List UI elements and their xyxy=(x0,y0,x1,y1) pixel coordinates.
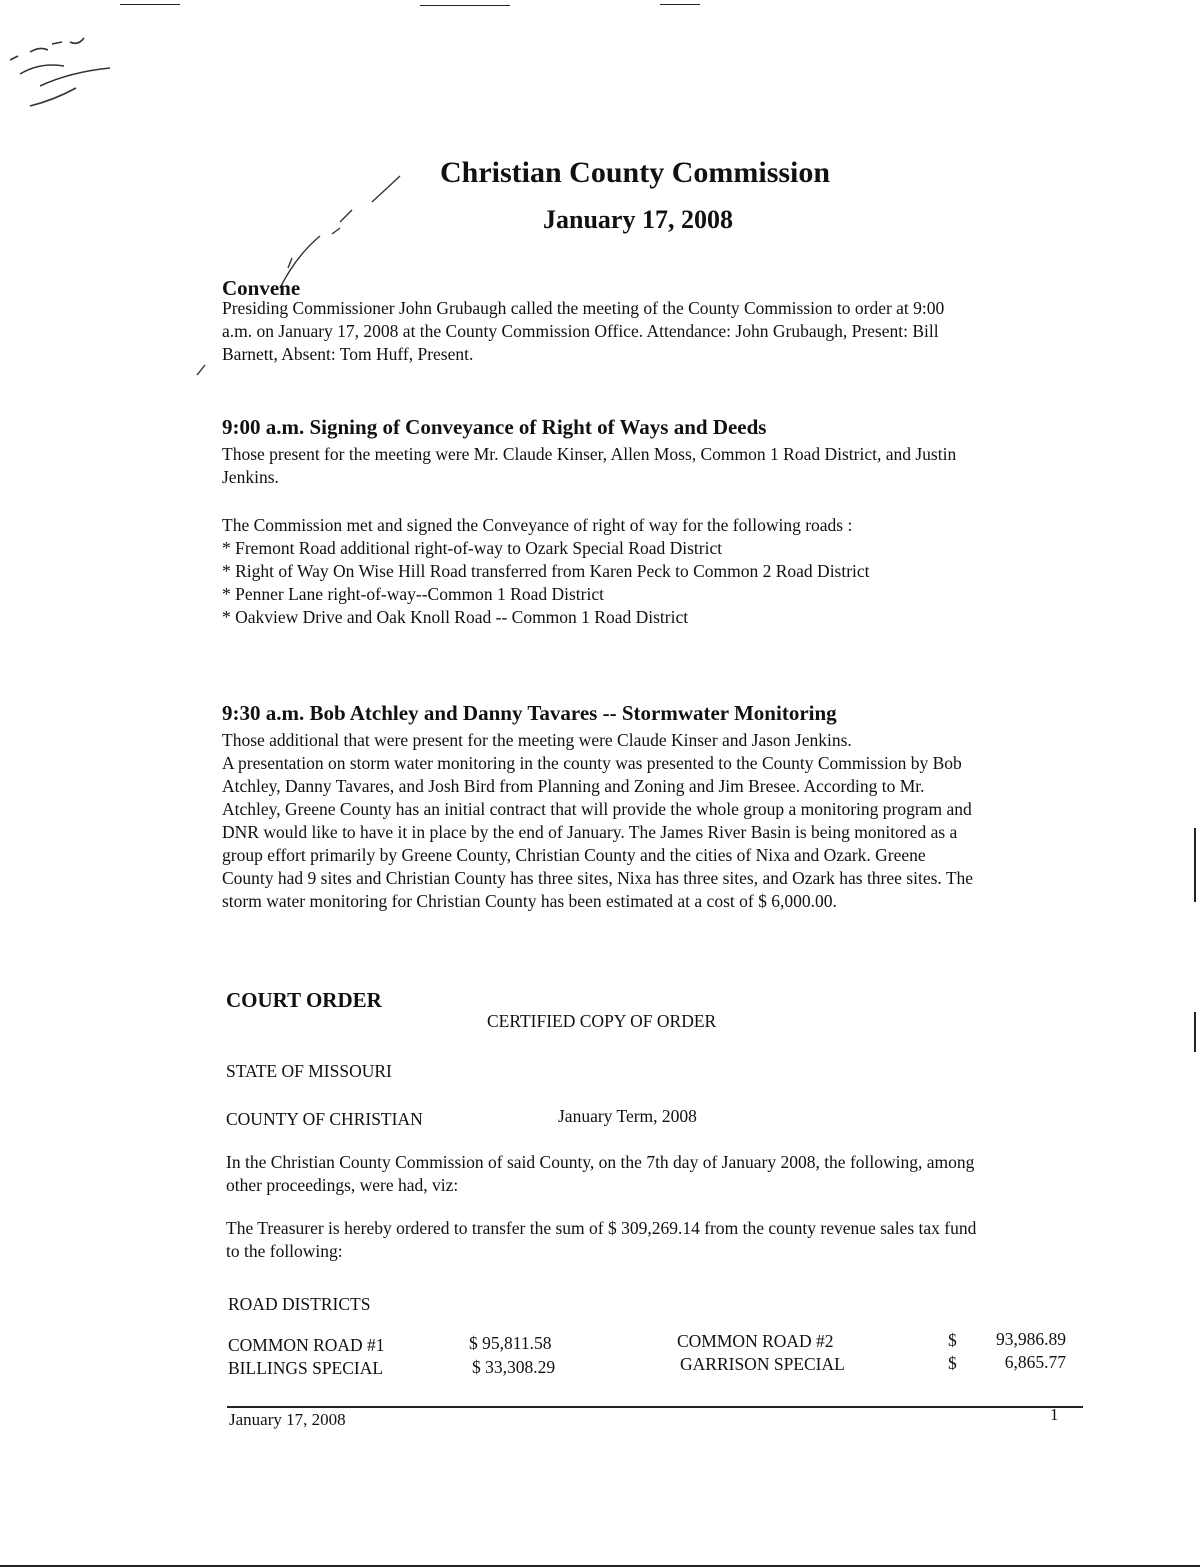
text-line: DNR would like to have it in place by the end of January. The James River Basin is being monitored as a xyxy=(222,822,958,842)
text-line: In the Christian County Commission of said County, on the 7th day of January 2008, the following, among xyxy=(226,1152,975,1172)
convene-paragraph xyxy=(222,297,944,366)
text-line: A presentation on storm water monitoring in the county was presented to the County Commission by Bob xyxy=(222,753,962,773)
text-line: The Treasurer is hereby ordered to transfer the sum of $ 309,269.14 from the county revenue sales tax fund xyxy=(226,1218,977,1238)
district-amount: $ 95,811.58 xyxy=(469,1333,552,1353)
proceedings-paragraph xyxy=(226,1151,974,1197)
text-line: other proceedings, were had, viz: xyxy=(226,1175,459,1195)
list-intro: The Commission met and signed the Conveyance of right of way for the following roads : xyxy=(222,515,853,535)
certified-copy-label: CERTIFIED COPY OF ORDER xyxy=(487,1011,717,1031)
footer-date: January 17, 2008 xyxy=(229,1410,346,1429)
list-item: * Fremont Road additional right-of-way to Ozark Special Road District xyxy=(222,538,723,558)
scan-edge-top xyxy=(420,5,510,6)
text-line: Presiding Commissioner John Grubaugh called the meeting of the County Commission to order at 9:00 xyxy=(222,298,945,318)
district-name: BILLINGS SPECIAL xyxy=(228,1358,384,1378)
scan-edge-right xyxy=(1194,1012,1196,1052)
section-heading-convene: Convene xyxy=(222,276,301,300)
text-line: Those present for the meeting were Mr. Claude Kinser, Allen Moss, Common 1 Road District, and Justin xyxy=(222,444,957,464)
text-line: to the following: xyxy=(226,1241,343,1261)
list-item: * Penner Lane right-of-way--Common 1 Road District xyxy=(222,584,604,604)
district-amount: 93,986.89 xyxy=(996,1329,1066,1349)
term-label: January Term, 2008 xyxy=(558,1106,697,1126)
county-label: COUNTY OF CHRISTIAN xyxy=(226,1109,423,1129)
section-heading-court-order: COURT ORDER xyxy=(226,988,382,1012)
text-line: Atchley, Greene County has an initial contract that will provide the whole group a monitoring program and xyxy=(222,799,972,819)
scan-edge-right xyxy=(1194,828,1196,902)
scan-edge-top xyxy=(120,4,180,5)
list-item: * Oakview Drive and Oak Knoll Road -- Common 1 Road District xyxy=(222,607,689,627)
district-dollar: $ xyxy=(948,1330,957,1350)
road-districts-label: ROAD DISTRICTS xyxy=(228,1294,371,1314)
state-label: STATE OF MISSOURI xyxy=(226,1061,392,1081)
district-name: GARRISON SPECIAL xyxy=(680,1354,845,1374)
district-amount: $ 33,308.29 xyxy=(472,1357,556,1377)
stormwater-paragraph xyxy=(222,729,973,913)
text-line: Jenkins. xyxy=(222,467,279,487)
text-line: Barnett, Absent: Tom Huff, Present. xyxy=(222,344,474,364)
list-item: * Right of Way On Wise Hill Road transferred from Karen Peck to Common 2 Road District xyxy=(222,561,870,581)
document-title: Christian County Commission xyxy=(440,156,831,189)
section-heading-conveyance: 9:00 a.m. Signing of Conveyance of Right of Ways and Deeds xyxy=(222,415,767,439)
section-heading-stormwater: 9:30 a.m. Bob Atchley and Danny Tavares -- Stormwater Monitoring xyxy=(222,701,837,725)
district-name: COMMON ROAD #1 xyxy=(228,1335,385,1355)
text-line: Those additional that were present for the meeting were Claude Kinser and Jason Jenkins. xyxy=(222,730,852,750)
text-line: group effort primarily by Greene County, Christian County and the cities of Nixa and Ozark. Greene xyxy=(222,845,926,865)
text-line: Atchley, Danny Tavares, and Josh Bird from Planning and Zoning and Jim Bresee. According to Mr. xyxy=(222,776,925,796)
text-line: County had 9 sites and Christian County has three sites, Nixa has three sites, and Ozark has three sites. The xyxy=(222,868,974,888)
district-amount: 6,865.77 xyxy=(1004,1352,1066,1372)
document-date: January 17, 2008 xyxy=(543,205,733,234)
district-dollar: $ xyxy=(948,1353,957,1373)
page-number: 1 xyxy=(1050,1405,1059,1424)
conveyance-present-paragraph xyxy=(222,443,956,489)
text-line: storm water monitoring for Christian County has been estimated at a cost of $ 6,000.00. xyxy=(222,891,837,911)
scan-edge-top xyxy=(660,4,700,5)
scan-edge-bottom xyxy=(0,1565,1200,1567)
conveyance-roads-list xyxy=(222,514,870,629)
district-name: COMMON ROAD #2 xyxy=(677,1331,834,1351)
transfer-paragraph xyxy=(226,1217,976,1263)
text-line: a.m. on January 17, 2008 at the County Commission Office. Attendance: John Grubaugh, Present: Bill xyxy=(222,321,939,341)
footer-divider xyxy=(227,1406,1083,1408)
